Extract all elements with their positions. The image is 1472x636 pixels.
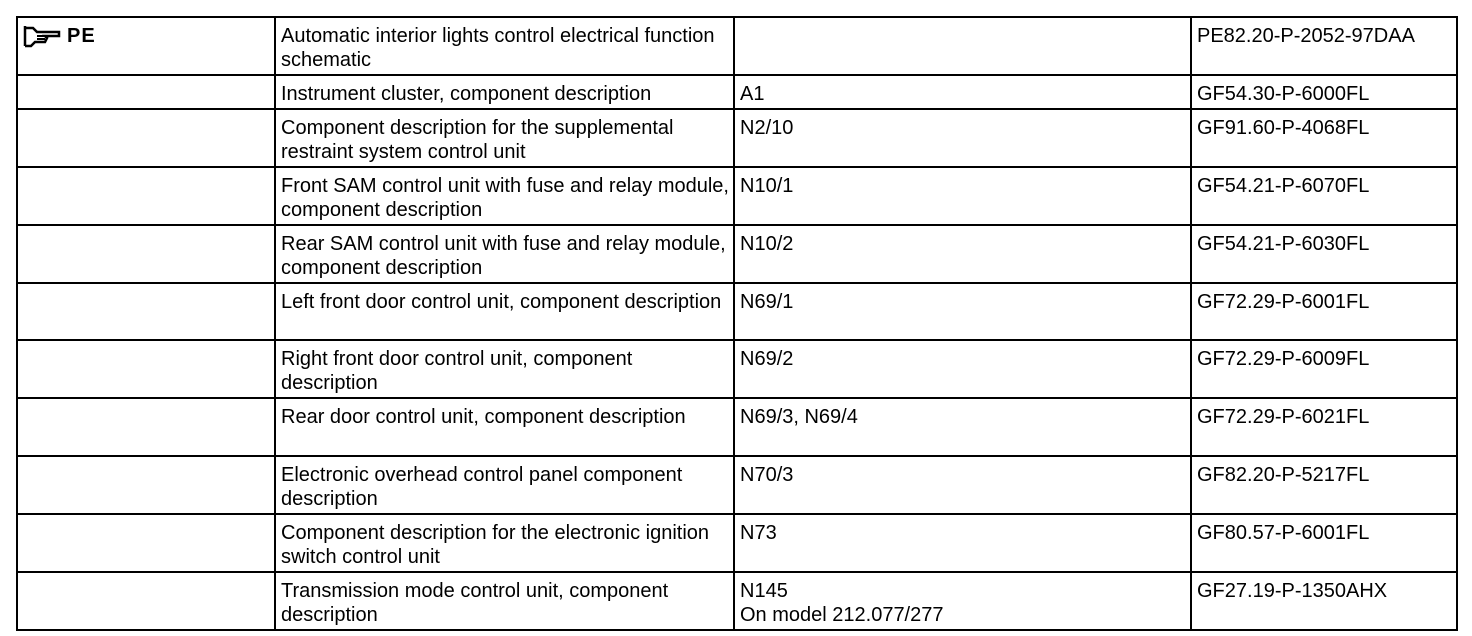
table-row <box>17 398 1457 456</box>
code-cell: A1 <box>734 75 1191 109</box>
blank-cell <box>17 75 275 109</box>
code-cell: N10/2 <box>734 225 1191 283</box>
description-cell: Left front door control unit, component description <box>275 283 734 340</box>
table-row <box>17 167 1457 225</box>
blank-cell <box>17 340 275 398</box>
reference-cell: GF54.21-P-6030FL <box>1191 225 1457 283</box>
table-row <box>17 283 1457 340</box>
code-cell: N2/10 <box>734 109 1191 167</box>
description-cell: Electronic overhead control panel component description <box>275 456 734 514</box>
code-cell: N69/3, N69/4 <box>734 398 1191 456</box>
description-cell: Rear door control unit, component description <box>275 398 734 456</box>
table-row <box>17 75 1457 109</box>
pe-marker-cell <box>17 17 275 75</box>
description-cell: Rear SAM control unit with fuse and relay module, component description <box>275 225 734 283</box>
code-cell <box>734 572 1191 630</box>
reference-cell: GF72.29-P-6009FL <box>1191 340 1457 398</box>
description-cell: Component description for the supplemental restraint system control unit <box>275 109 734 167</box>
blank-cell <box>17 283 275 340</box>
blank-cell <box>17 572 275 630</box>
table-row <box>17 17 1457 75</box>
table-row <box>17 225 1457 283</box>
code-cell <box>734 17 1191 75</box>
table-row <box>17 514 1457 572</box>
code-cell: N69/2 <box>734 340 1191 398</box>
blank-cell <box>17 225 275 283</box>
reference-cell: GF91.60-P-4068FL <box>1191 109 1457 167</box>
description-cell: Right front door control unit, component description <box>275 340 734 398</box>
description-cell: Front SAM control unit with fuse and relay module, component description <box>275 167 734 225</box>
reference-cell: GF54.21-P-6070FL <box>1191 167 1457 225</box>
blank-cell <box>17 109 275 167</box>
reference-cell: GF72.29-P-6021FL <box>1191 398 1457 456</box>
pe-marker-label: PE <box>67 25 96 47</box>
reference-cell: GF72.29-P-6001FL <box>1191 283 1457 340</box>
pointing-hand-icon <box>23 24 63 48</box>
description-cell: Automatic interior lights control electrical function schematic <box>275 17 734 75</box>
code-cell: N70/3 <box>734 456 1191 514</box>
description-cell: Component description for the electronic ignition switch control unit <box>275 514 734 572</box>
blank-cell <box>17 514 275 572</box>
description-cell: Instrument cluster, component description <box>275 75 734 109</box>
table-row <box>17 456 1457 514</box>
reference-cell: GF27.19-P-1350AHX <box>1191 572 1457 630</box>
code-cell: N10/1 <box>734 167 1191 225</box>
reference-cell: GF82.20-P-5217FL <box>1191 456 1457 514</box>
reference-cell: GF80.57-P-6001FL <box>1191 514 1457 572</box>
reference-cell: GF54.30-P-6000FL <box>1191 75 1457 109</box>
reference-cell: PE82.20-P-2052-97DAA <box>1191 17 1457 75</box>
blank-cell <box>17 398 275 456</box>
blank-cell <box>17 167 275 225</box>
code-cell: N73 <box>734 514 1191 572</box>
description-cell: Transmission mode control unit, component description <box>275 572 734 630</box>
table-row <box>17 109 1457 167</box>
blank-cell <box>17 456 275 514</box>
table-row <box>17 340 1457 398</box>
model-note: On model 212.077/277 <box>740 604 944 626</box>
table-row <box>17 572 1457 630</box>
reference-table <box>16 16 1458 631</box>
code-value: N145 <box>740 580 788 602</box>
code-cell: N69/1 <box>734 283 1191 340</box>
